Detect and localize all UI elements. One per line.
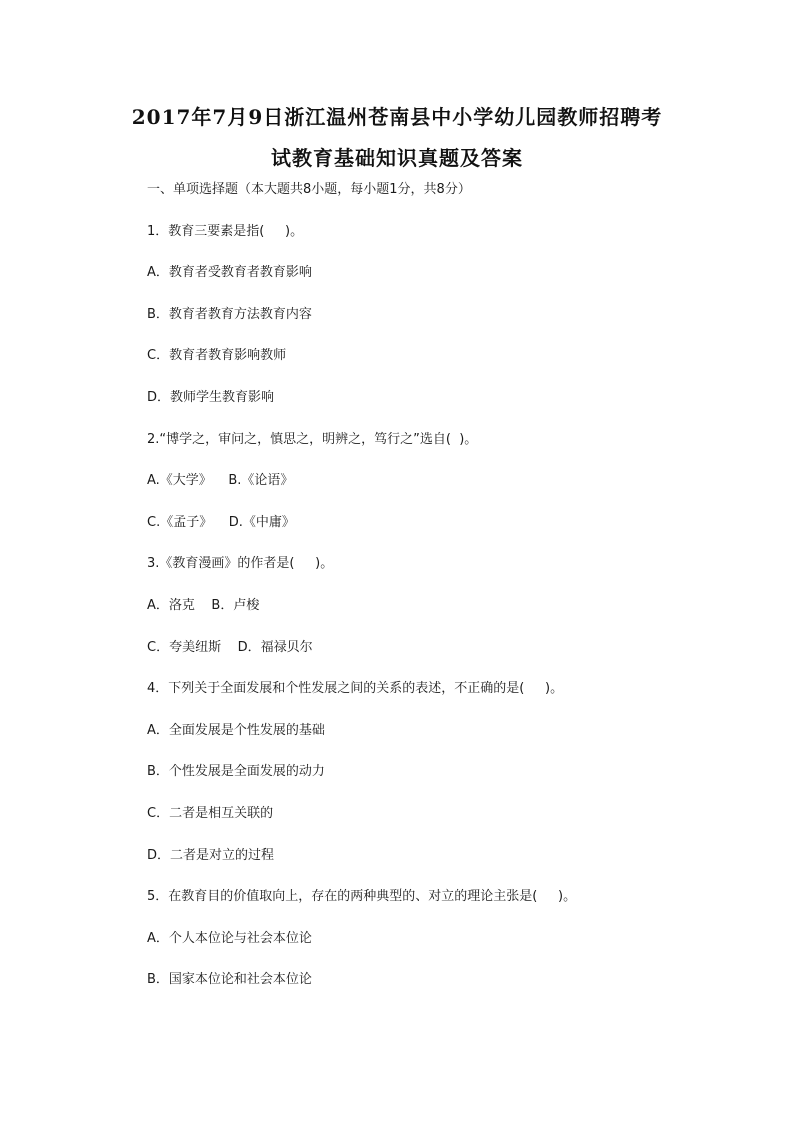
document-title-line-2: 试教育基础知识真题及答案 xyxy=(271,146,523,170)
question-3-stem: 3.《教育漫画》的作者是( )。 xyxy=(147,556,334,571)
document-title-line-1: 2017年7月9日浙江温州苍南县中小学幼儿园教师招聘考 xyxy=(131,105,663,129)
question-3-options-ab: A．洛克 B．卢梭 xyxy=(147,598,260,613)
question-5-stem: 5．在教育目的价值取向上，存在的两种典型的、对立的理论主张是( )。 xyxy=(147,889,577,904)
question-2-options-cd: C.《孟子》 D.《中庸》 xyxy=(147,515,295,530)
question-4-option-a: A．全面发展是个性发展的基础 xyxy=(147,723,325,738)
question-1-option-a: A．教育者受教育者教育影响 xyxy=(147,265,312,280)
section-heading: 一、单项选择题（本大题共8小题，每小题1分，共8分） xyxy=(147,182,471,197)
question-4-option-b: B．个性发展是全面发展的动力 xyxy=(147,764,325,779)
question-1-option-d: D．教师学生教育影响 xyxy=(147,390,275,405)
question-4-option-c: C．二者是相互关联的 xyxy=(147,806,274,821)
question-2-stem: 2.“博学之，审问之，慎思之，明辨之，笃行之”选自( )。 xyxy=(147,432,478,447)
question-1-stem: 1．教育三要素是指( )。 xyxy=(147,224,304,239)
question-2-options-ab: A.《大学》 B.《论语》 xyxy=(147,473,294,488)
question-1-option-c: C．教育者教育影响教师 xyxy=(147,348,287,363)
question-5-option-a: A．个人本位论与社会本位论 xyxy=(147,931,312,946)
question-5-option-b: B．国家本位论和社会本位论 xyxy=(147,972,312,987)
question-4-option-d: D．二者是对立的过程 xyxy=(147,848,275,863)
question-3-options-cd: C．夸美纽斯 D．福禄贝尔 xyxy=(147,640,313,655)
question-4-stem: 4．下列关于全面发展和个性发展之间的关系的表述，不正确的是( )。 xyxy=(147,681,564,696)
question-1-option-b: B．教育者教育方法教育内容 xyxy=(147,307,312,322)
